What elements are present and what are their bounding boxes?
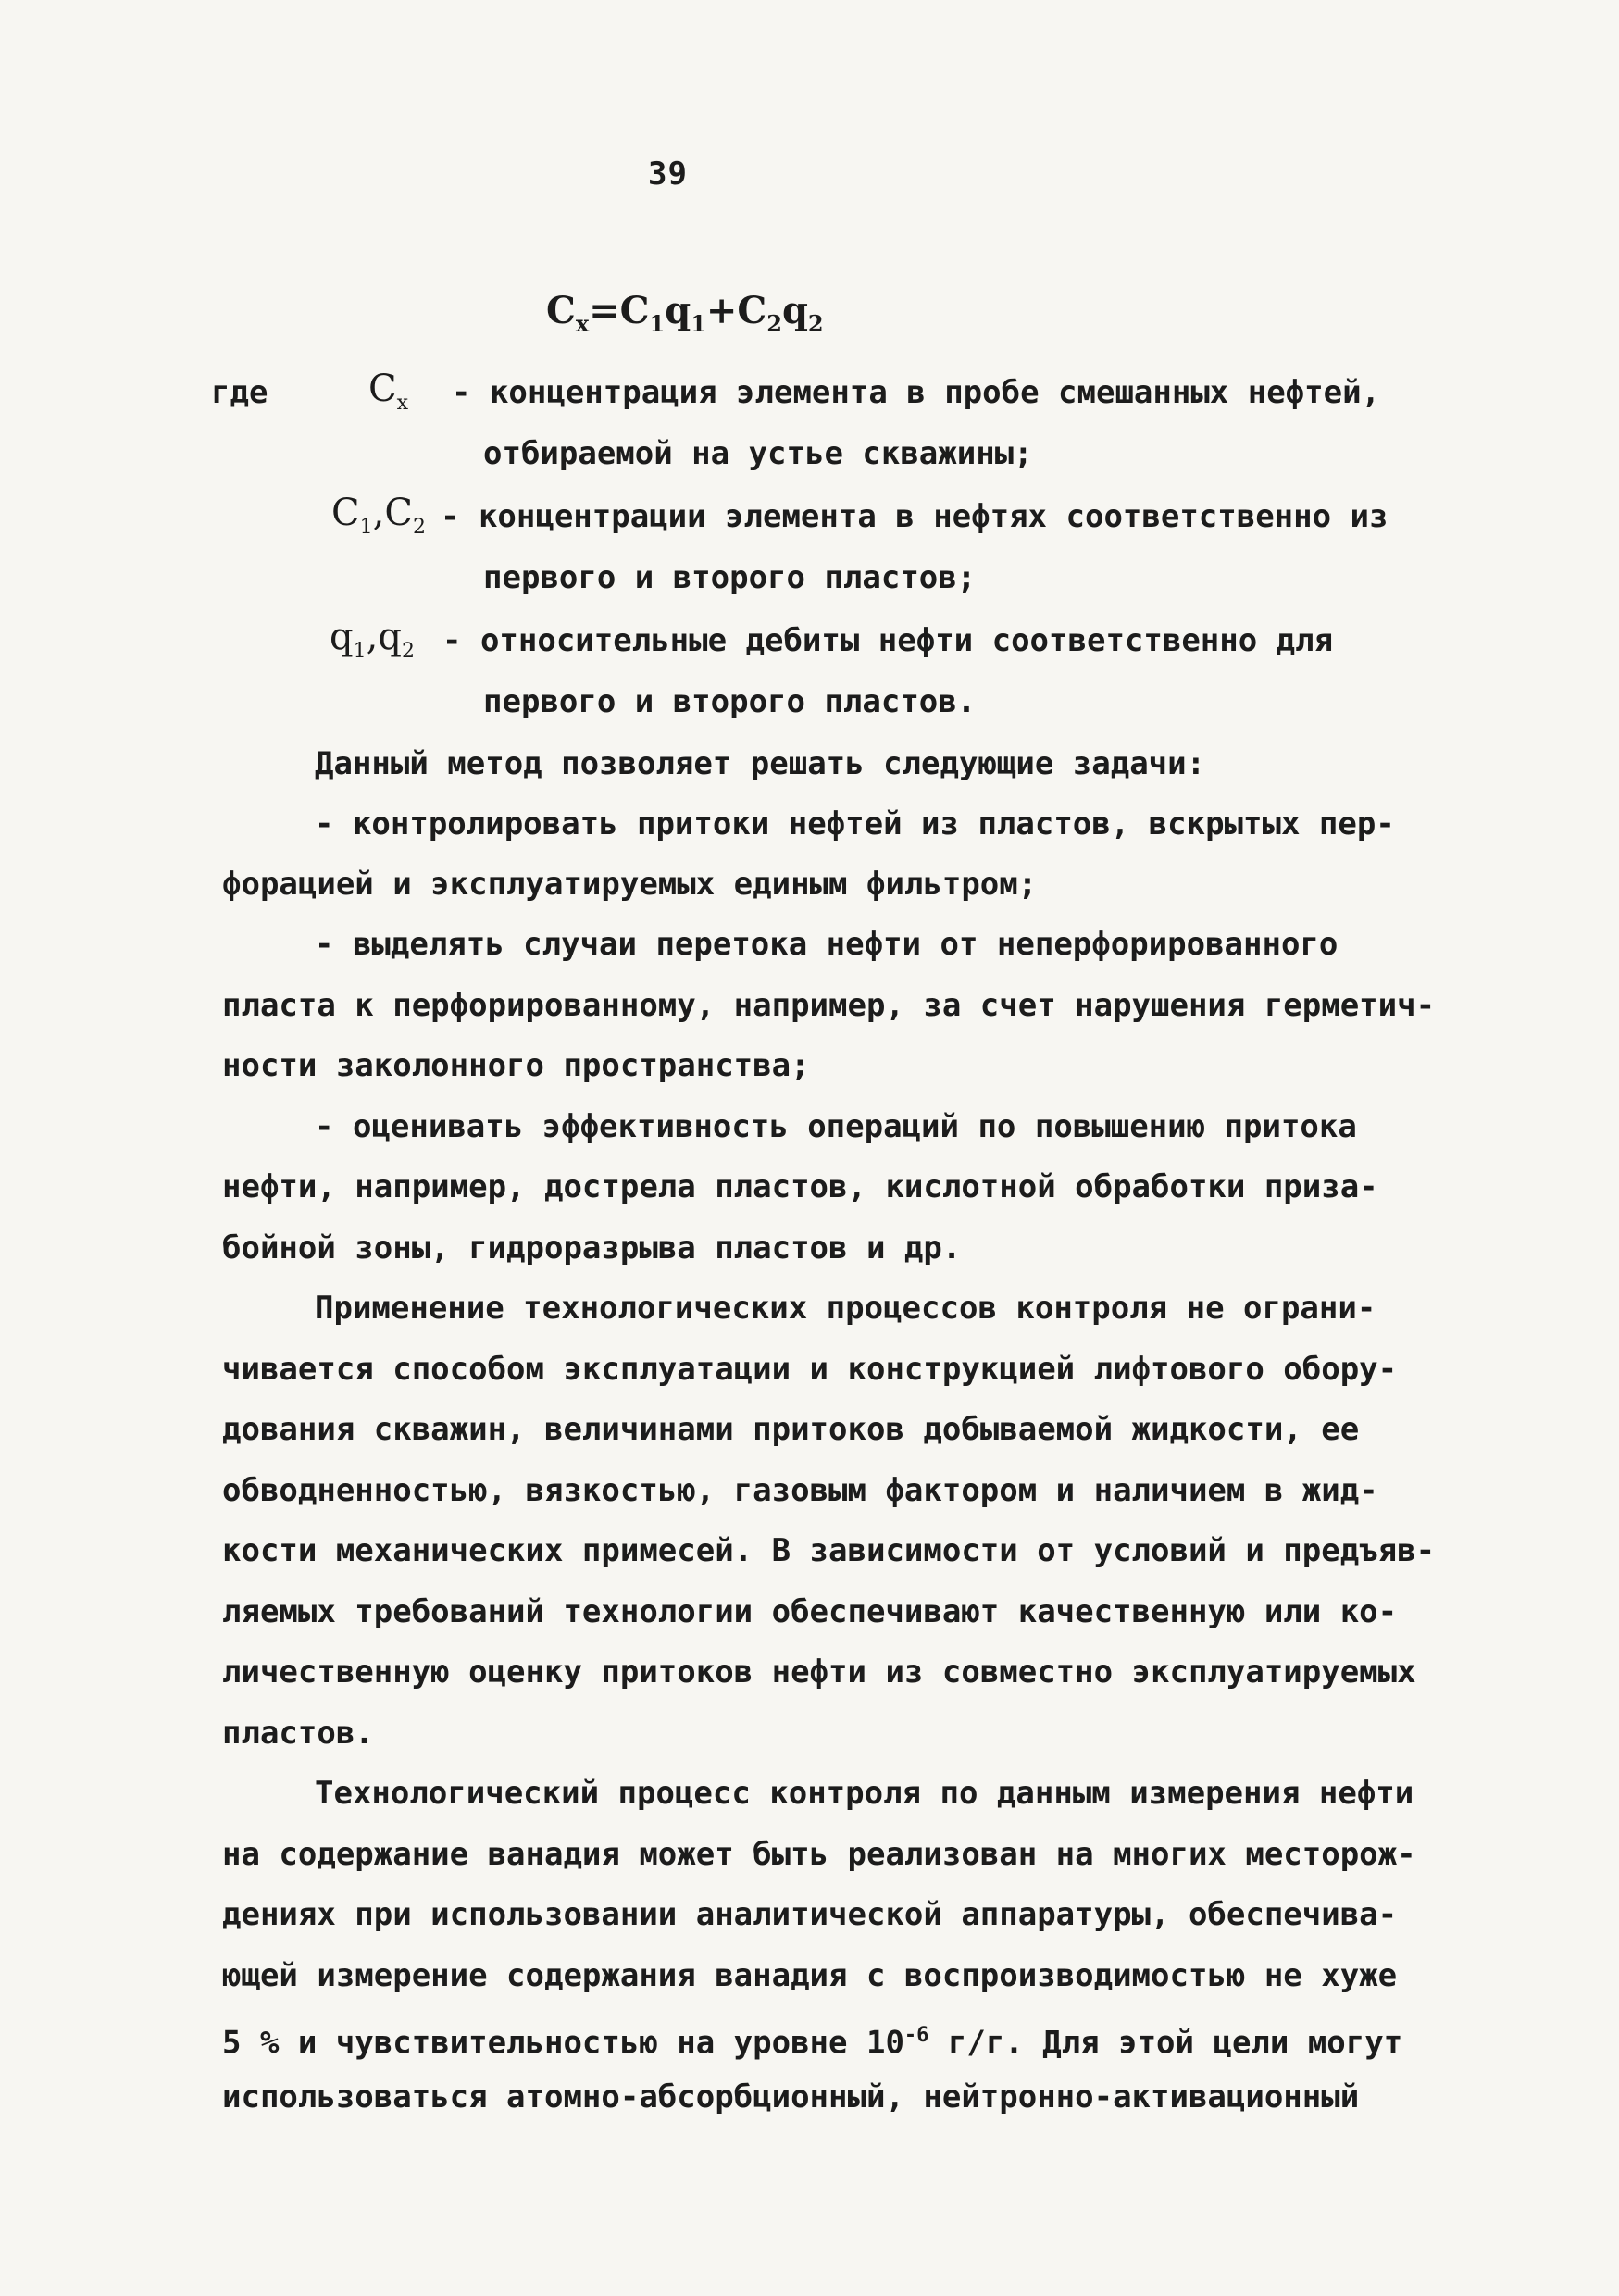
definition-text: первого и второго пластов.: [483, 683, 977, 720]
body-line: пластов.: [222, 1715, 374, 1752]
formula: $C_x=C_1q_1+C_2q_2$: [546, 289, 824, 337]
body-line: кости механических примесей. В зависимости от условий и предъяв-: [222, 1532, 1436, 1569]
where-label: где: [211, 374, 268, 411]
page-number: 39: [648, 156, 688, 193]
body-line: - оценивать эффективность операций по повышению притока: [315, 1108, 1357, 1145]
definition-text: - концентрации элемента в нефтях соответственно из: [441, 498, 1389, 535]
body-line-sensitivity: 5 % и чувствительностью на уровне $10^{-6}$ г/г. Для этой цели могут: [222, 2024, 1403, 2062]
body-line: - контролировать притоки нефтей из пластов, вскрытых пер-: [315, 805, 1395, 842]
body-line: чивается способом эксплуатации и конструкцией лифтового обору-: [222, 1351, 1398, 1388]
body-line: Применение технологических процессов контроля не ограни-: [315, 1290, 1376, 1327]
body-line: ляемых требований технологии обеспечивают качественную или ко-: [222, 1593, 1398, 1630]
definition-text: первого и второго пластов;: [483, 559, 977, 596]
body-line: на содержание ванадия может быть реализован на многих месторож-: [222, 1836, 1416, 1873]
body-line: обводненностью, вязкостью, газовым фактором и наличием в жид-: [222, 1472, 1378, 1509]
body-line: дования скважин, величинами притоков добываемой жидкости, ее: [222, 1411, 1360, 1448]
definition-text: - концентрация элемента в пробе смешанных нефтей,: [452, 374, 1381, 411]
body-line: Данный метод позволяет решать следующие задачи:: [315, 745, 1206, 782]
body-line: Технологический процесс контроля по данным измерения нефти: [315, 1775, 1414, 1812]
definition-label-c1-c2: $C_1,C_2$: [331, 492, 426, 539]
body-line: ности заколонного пространства;: [222, 1047, 810, 1084]
body-line: ющей измерение содержания ванадия с воспроизводимостью не хуже: [222, 1957, 1398, 1994]
definition-label-q1-q2: $q_1,q_2$: [330, 616, 415, 663]
body-line: нефти, например, дострела пластов, кислотной обработки приза-: [222, 1168, 1378, 1205]
body-line: бойной зоны, гидроразрыва пластов и др.: [222, 1229, 962, 1267]
definition-text: - относительные дебиты нефти соответственно для: [442, 622, 1334, 659]
body-line: пласта к перфорированному, например, за счет нарушения герметич-: [222, 987, 1436, 1024]
body-line: форацией и эксплуатируемых единым фильтром;: [222, 866, 1038, 903]
definition-text: отбираемой на устье скважины;: [483, 435, 1033, 472]
body-line: использоваться атомно-абсорбционный, нейтронно-активационный: [222, 2078, 1360, 2115]
body-line: дениях при использовании аналитической аппаратуры, обеспечива-: [222, 1896, 1398, 1933]
definition-label-cx: $C_x$: [368, 368, 409, 415]
body-line: личественную оценку притоков нефти из совместно эксплуатируемых: [222, 1653, 1416, 1691]
body-line: - выделять случаи перетока нефти от неперфорированного: [315, 926, 1339, 963]
